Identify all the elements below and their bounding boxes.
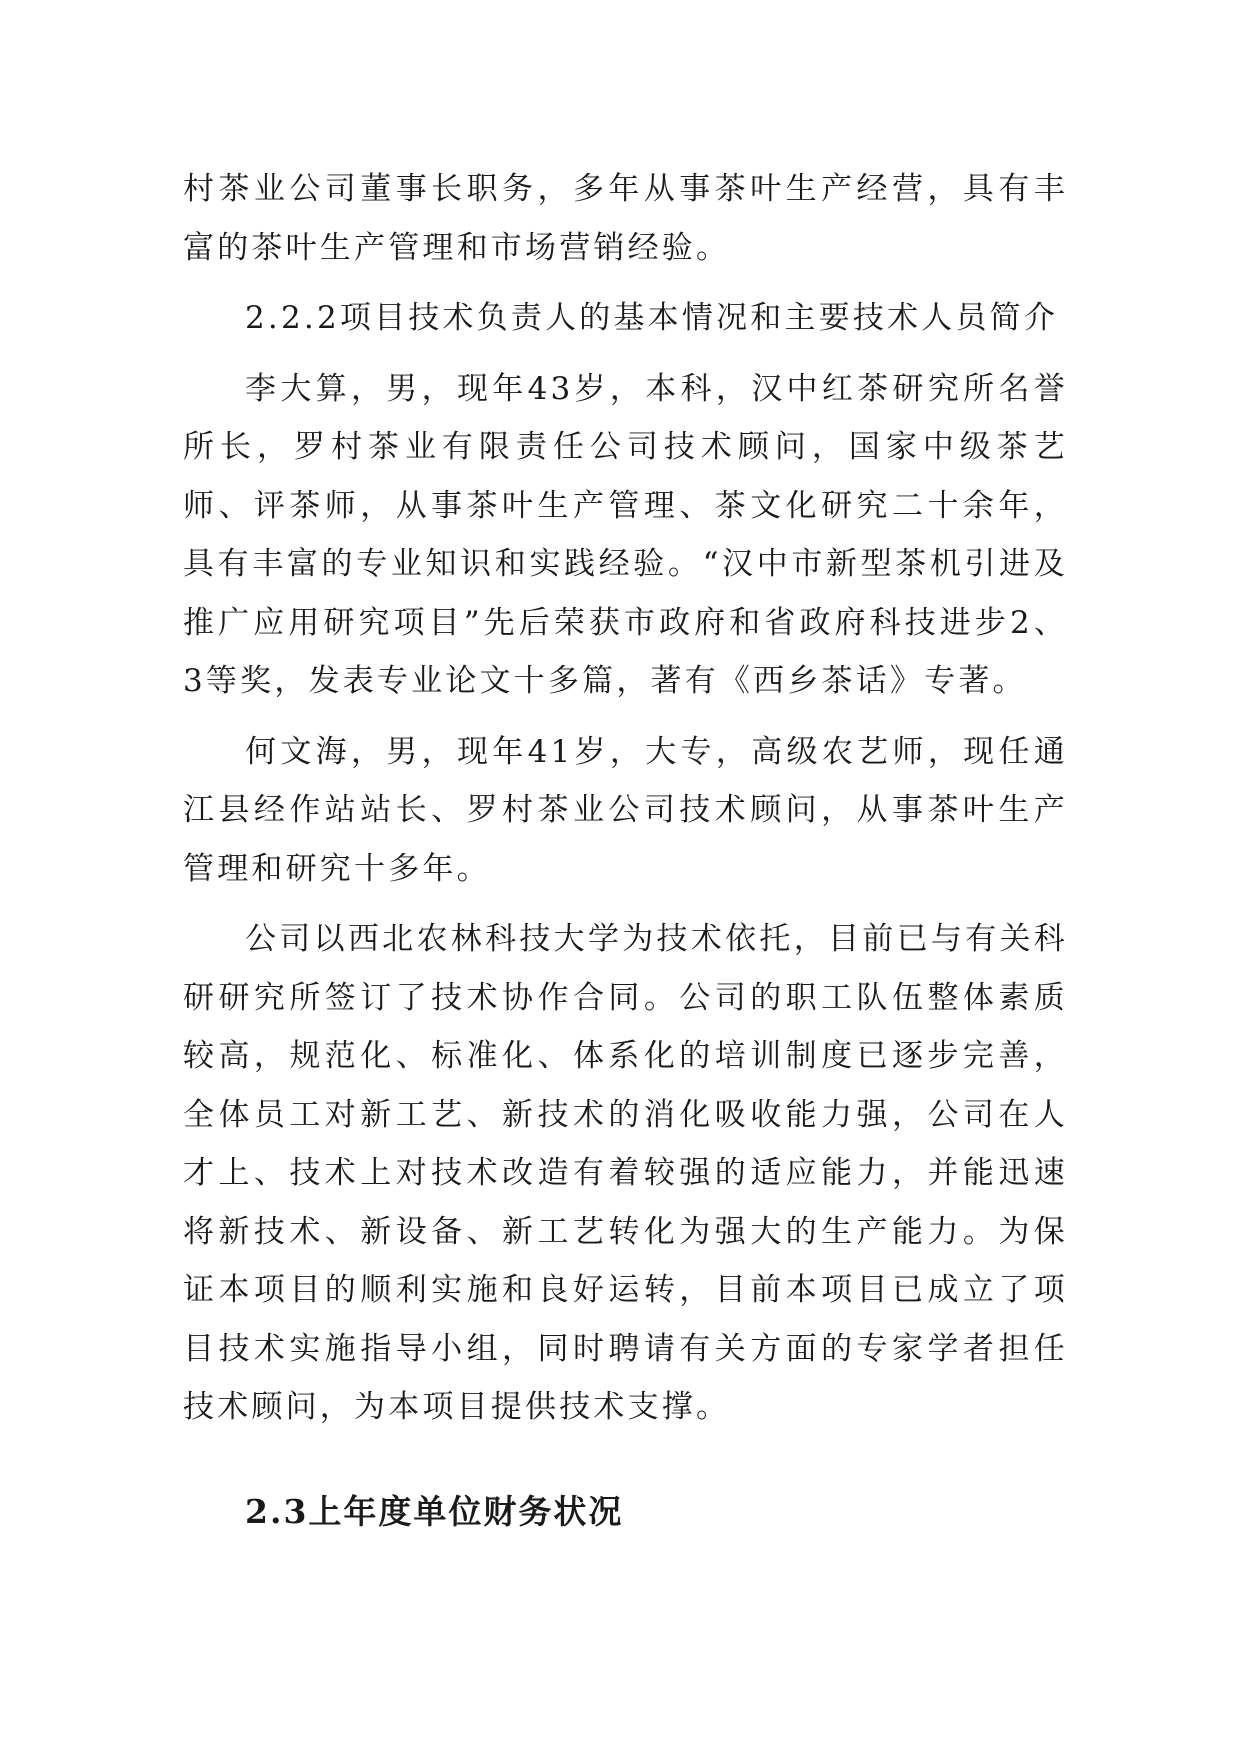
paragraph-technical-lead-profile: 李大算，男，现年43岁，本科，汉中红茶研究所名誉所长，罗村茶业有限责任公司技术顾问，国家中级茶艺师、评茶师，从事茶叶生产管理、茶文化研究二十余年，具有丰富的专业知识和实践经验。“汉中市新型茶机引进及推广应用研究项目”先后荣获市政府和省政府科技进步2、3等奖，发表专业论文十多篇，著有《西乡茶话》专著。 bbox=[183, 370, 1068, 699]
document-page bbox=[183, 160, 1068, 1531]
paragraph-technical-advisor-profile: 何文海，男，现年41岁，大专，高级农艺师，现任通江县经作站站长、罗村茶业公司技术顾问，从事茶叶生产管理和研究十多年。 bbox=[183, 733, 1068, 887]
section-heading-financial-status: 2.3上年度单位财务状况 bbox=[245, 1492, 624, 1531]
paragraph-company-technical-capacity: 公司以西北农林科技大学为技术依托，目前已与有关科研研究所签订了技术协作合同。公司的职工队伍整体素质较高，规范化、标准化、体系化的培训制度已逐步完善，全体员工对新工艺、新技术的消化吸收能力强，公司在人才上、技术上对技术改造有着较强的适应能力，并能迅速将新技术、新设备、新工艺转化为强大的生产能力。为保证本项目的顺利实施和良好运转，目前本项目已成立了项目技术实施指导小组，同时聘请有关方面的专家学者担任技术顾问，为本项目提供技术支撑。 bbox=[183, 921, 1068, 1425]
paragraph-chairman-experience: 村茶业公司董事长职务，多年从事茶叶生产经营，具有丰富的茶叶生产管理和市场营销经验。 bbox=[183, 171, 1068, 266]
subsection-heading-technical-staff: 2.2.2项目技术负责人的基本情况和主要技术人员简介 bbox=[245, 300, 1059, 336]
